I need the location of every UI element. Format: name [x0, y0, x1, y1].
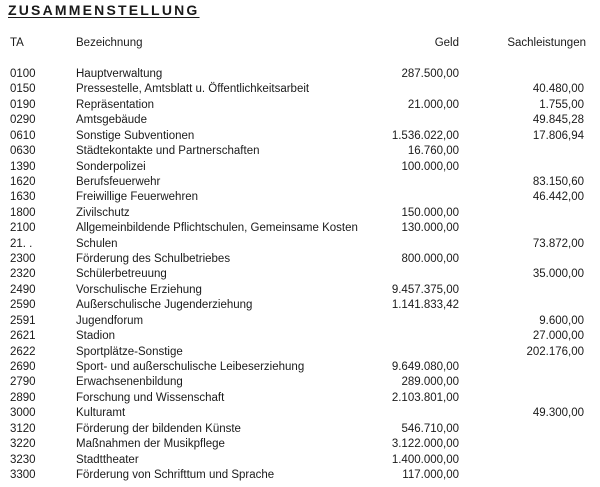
row-bezeichnung: Vorschulische Erziehung — [76, 283, 202, 296]
row-bezeichnung: Allgemeinbildende Pflichtschulen, Gemeinsame Kosten — [76, 222, 358, 235]
row-sachleistungen: 40.480,00 — [532, 83, 584, 96]
row-sachleistungen: 202.176,00 — [526, 345, 584, 358]
row-bezeichnung: Berufsfeuerwehr — [76, 175, 161, 188]
row-ta: 1390 — [10, 160, 36, 173]
row-bezeichnung: Sport- und außerschulische Leibeserziehung — [76, 360, 305, 373]
row-geld: 21.000,00 — [407, 98, 459, 111]
table-row — [0, 314, 600, 329]
row-bezeichnung: Erwachsenenbildung — [76, 376, 183, 389]
row-bezeichnung: Zivilschutz — [76, 206, 130, 219]
row-ta: 1800 — [10, 206, 36, 219]
row-bezeichnung: Maßnahmen der Musikpflege — [76, 438, 225, 451]
row-sachleistungen: 27.000,00 — [532, 330, 584, 343]
row-ta: 0150 — [10, 83, 36, 96]
table-row — [0, 82, 600, 97]
row-sachleistungen: 83.150,60 — [532, 175, 584, 188]
row-geld: 130.000,00 — [401, 222, 459, 235]
table-row — [0, 345, 600, 360]
row-ta: 3120 — [10, 422, 36, 435]
row-sachleistungen: 1.755,00 — [539, 98, 584, 111]
row-ta: 2890 — [10, 391, 36, 404]
table-row — [0, 406, 600, 421]
row-bezeichnung: Außerschulische Jugenderziehung — [76, 299, 253, 312]
row-geld: 9.457.375,00 — [391, 283, 459, 296]
row-ta: 0630 — [10, 145, 36, 158]
table-row — [0, 221, 600, 236]
row-sachleistungen: 73.872,00 — [532, 237, 584, 250]
row-geld: 289.000,00 — [401, 376, 459, 389]
row-ta: 3000 — [10, 407, 36, 420]
row-ta: 2790 — [10, 376, 36, 389]
header-ta: TA — [10, 37, 24, 49]
row-ta: 2621 — [10, 330, 36, 343]
row-bezeichnung: Förderung von Schrifttum und Sprache — [76, 468, 275, 481]
table-row — [0, 175, 600, 190]
row-bezeichnung: Förderung des Schulbetriebes — [76, 253, 231, 266]
row-ta: 3300 — [10, 468, 36, 481]
row-bezeichnung: Förderung der bildenden Künste — [76, 422, 241, 435]
row-bezeichnung: Freiwillige Feuerwehren — [76, 191, 199, 204]
document-title: ZUSAMMENSTELLUNG — [8, 2, 200, 18]
table-row — [0, 329, 600, 344]
table-row — [0, 422, 600, 437]
row-geld: 800.000,00 — [401, 253, 459, 266]
row-geld: 287.500,00 — [401, 68, 459, 80]
row-geld: 3.122.000,00 — [391, 438, 459, 451]
row-ta: 1630 — [10, 191, 36, 204]
row-bezeichnung: Repräsentation — [76, 98, 154, 111]
row-geld: 1.536.022,00 — [391, 129, 459, 142]
row-ta: 0100 — [10, 68, 36, 80]
row-geld: 117.000,00 — [402, 468, 459, 481]
row-bezeichnung: Pressestelle, Amtsblatt u. Öffentlichkeitsarbeit — [76, 83, 310, 96]
row-bezeichnung: Stadttheater — [76, 453, 139, 466]
row-sachleistungen: 35.000,00 — [532, 268, 584, 281]
row-bezeichnung: Sonstige Subventionen — [76, 129, 195, 142]
row-ta: 2300 — [10, 253, 36, 266]
table-row — [0, 267, 600, 282]
table-row — [0, 252, 600, 267]
row-ta: 2100 — [10, 222, 36, 235]
row-geld: 16.760,00 — [407, 145, 459, 158]
table-row — [0, 298, 600, 313]
row-geld: 1.400.000,00 — [391, 453, 459, 466]
row-sachleistungen: 46.442,00 — [532, 191, 584, 204]
row-geld: 9.649.080,00 — [391, 360, 459, 373]
row-ta: 2690 — [10, 360, 36, 373]
table-row — [0, 67, 600, 82]
row-ta: 0290 — [10, 114, 36, 127]
row-ta: 2490 — [10, 283, 36, 296]
table-row — [0, 468, 600, 483]
row-ta: 2590 — [10, 299, 36, 312]
row-sachleistungen: 9.600,00 — [539, 314, 584, 327]
table-row — [0, 437, 600, 452]
row-ta: 21. . — [10, 237, 33, 250]
row-sachleistungen: 49.300,00 — [532, 407, 584, 420]
header-geld: Geld — [434, 37, 459, 49]
table-row — [0, 113, 600, 128]
row-bezeichnung: Hauptverwaltung — [76, 68, 163, 80]
row-bezeichnung: Kulturamt — [76, 407, 126, 420]
header-bezeichnung: Bezeichnung — [76, 37, 143, 49]
table-row — [0, 144, 600, 159]
row-ta: 3230 — [10, 453, 36, 466]
table-row — [0, 283, 600, 298]
row-bezeichnung: Stadion — [76, 330, 116, 343]
row-bezeichnung: Sportplätze-Sonstige — [76, 345, 183, 358]
row-bezeichnung: Forschung und Wissenschaft — [76, 391, 225, 404]
row-geld: 546.710,00 — [401, 422, 459, 435]
table-row — [0, 129, 600, 144]
table-row — [0, 206, 600, 221]
row-sachleistungen: 17.806,94 — [532, 129, 584, 142]
row-geld: 100.000,00 — [401, 160, 459, 173]
row-ta: 2591 — [10, 314, 36, 327]
row-bezeichnung: Sonderpolizei — [76, 160, 146, 173]
table-row — [0, 237, 600, 252]
row-bezeichnung: Amtsgebäude — [76, 114, 147, 127]
header-sachleistungen: Sachleistungen — [507, 37, 586, 49]
row-geld: 150.000,00 — [401, 206, 459, 219]
row-ta: 2320 — [10, 268, 36, 281]
row-ta: 0610 — [10, 129, 36, 142]
row-geld: 1.141.833,42 — [391, 299, 459, 312]
table-row — [0, 360, 600, 375]
table-row — [0, 375, 600, 390]
table-row — [0, 391, 600, 406]
table-row — [0, 160, 600, 175]
row-ta: 0190 — [10, 98, 36, 111]
row-bezeichnung: Schulen — [76, 237, 118, 250]
table-row — [0, 190, 600, 205]
row-bezeichnung: Städtekontakte und Partnerschaften — [76, 145, 260, 158]
row-bezeichnung: Jugendforum — [76, 314, 144, 327]
row-bezeichnung: Schülerbetreuung — [76, 268, 167, 281]
table-row — [0, 453, 600, 468]
row-ta: 1620 — [10, 175, 36, 188]
row-ta: 2622 — [10, 345, 36, 358]
row-sachleistungen: 49.845,28 — [532, 114, 584, 127]
row-geld: 2.103.801,00 — [391, 391, 459, 404]
table-row — [0, 98, 600, 113]
row-ta: 3220 — [10, 438, 36, 451]
